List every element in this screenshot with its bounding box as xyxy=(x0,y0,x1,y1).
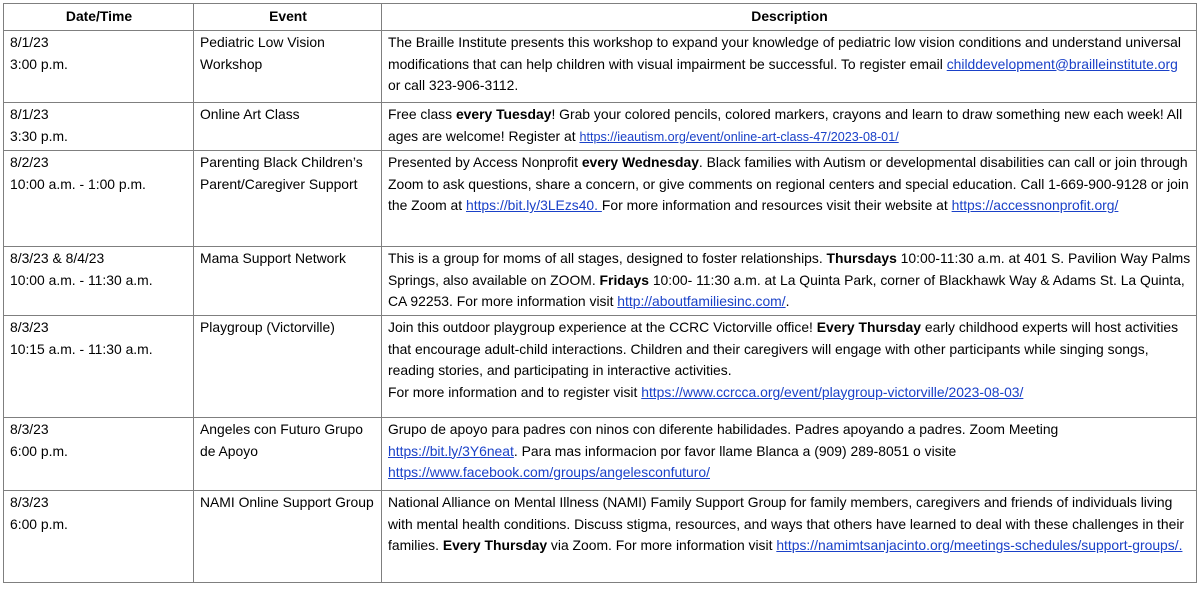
time-text: 10:00 a.m. - 11:30 a.m. xyxy=(10,271,153,288)
description-cell: Grupo de apoyo para padres con ninos con diferente habilidades. Padres apoyando a padres. Zoom Meeting https://bit.ly/3Y6neat. Para mas informacion por favor llame Blanca a (909) 289-8051 o visite https://www.facebook.com/groups/angelesconfuturo/ xyxy=(382,417,1197,490)
header-event: Event xyxy=(194,4,382,31)
register-link[interactable]: https://ieautism.org/event/online-art-class-47/2023-08-01/ xyxy=(579,129,899,144)
datetime-cell xyxy=(4,247,194,316)
description-cell: This is a group for moms of all stages, designed to foster relationships. Thursdays 10:00-11:30 a.m. at 401 S. Pavilion Way Palms Springs, also available on ZOOM. Fridays 10:00- 11:30 a.m. at La Quinta Park, corner of Blackhawk Way & Adams St. La Quinta, CA 92253. For more information visit http://aboutfamiliesinc.com/. xyxy=(382,247,1197,316)
description-cell: Presented by Access Nonprofit every Wednesday. Black families with Autism or developmental disabilities can call or join through Zoom to ask questions, share a concern, or give comments on regional centers and special education. Call 1-669-900-9128 or join the Zoom at https://bit.ly/3LEzs40. For more information and resources visit their website at https://accessnonprofit.org/ xyxy=(382,151,1197,247)
table-row xyxy=(4,490,1197,582)
description-cell: National Alliance on Mental Illness (NAMI) Family Support Group for family members, caregivers and friends of individuals living with mental health conditions. Discuss stigma, resources, and ways that others have learned to deal with these challenges in their families. Every Thursday via Zoom. For more information visit https://namimtsanjacinto.org/meetings-schedules/support-groups/. xyxy=(382,490,1197,582)
website-link[interactable]: https://namimtsanjacinto.org/meetings-schedules/support-groups/. xyxy=(776,537,1183,554)
header-row xyxy=(4,4,1197,31)
date-text: 8/3/23 xyxy=(10,493,49,510)
table-row xyxy=(4,31,1197,103)
website-link[interactable]: https://accessnonprofit.org/ xyxy=(951,197,1119,214)
date-text: 8/3/23 xyxy=(10,318,49,335)
table-row xyxy=(4,315,1197,417)
event-cell: NAMI Online Support Group xyxy=(194,490,382,582)
event-cell: Online Art Class xyxy=(194,103,382,151)
website-link[interactable]: http://aboutfamiliesinc.com/ xyxy=(617,293,786,310)
header-description: Description xyxy=(382,4,1197,31)
zoom-link[interactable]: https://bit.ly/3Y6neat xyxy=(388,442,514,459)
event-cell: Playgroup (Victorville) xyxy=(194,315,382,417)
description-cell: The Braille Institute presents this workshop to expand your knowledge of pediatric low vision conditions and understand universal modifications that can help children with visual impairment be successful. To register email childdevelopment@brailleinstitute.org or call 323-906-3112. xyxy=(382,31,1197,103)
event-cell: Mama Support Network xyxy=(194,247,382,316)
event-cell: Pediatric Low Vision Workshop xyxy=(194,31,382,103)
date-text: 8/3/23 & 8/4/23 xyxy=(10,250,105,267)
table-row xyxy=(4,247,1197,316)
time-text: 3:30 p.m. xyxy=(10,127,68,144)
table-row xyxy=(4,151,1197,247)
datetime-cell xyxy=(4,315,194,417)
description-cell: Join this outdoor playgroup experience at the CCRC Victorville office! Every Thursday early childhood experts will host activities that encourage adult-child interactions. Children and their caregivers will engage with other participants while singing songs, reading stories, and participating in interactive activities. For more information and to register visit https://www.ccrcca.org/event/playgroup-victorville/2023-08-03/ xyxy=(382,315,1197,417)
zoom-link[interactable]: https://bit.ly/3LEzs40. xyxy=(465,197,602,214)
time-text: 6:00 p.m. xyxy=(10,515,68,532)
date-text: 8/3/23 xyxy=(10,420,49,437)
table-row xyxy=(4,103,1197,151)
events-table xyxy=(3,3,1197,583)
datetime-cell xyxy=(4,103,194,151)
table-row xyxy=(4,417,1197,490)
date-text: 8/1/23 xyxy=(10,106,49,122)
time-text: 6:00 p.m. xyxy=(10,442,68,459)
datetime-cell xyxy=(4,490,194,582)
time-text: 10:15 a.m. - 11:30 a.m. xyxy=(10,340,153,357)
datetime-cell xyxy=(4,151,194,247)
event-cell: Angeles con Futuro Grupo de Apoyo xyxy=(194,417,382,490)
register-link[interactable]: https://www.ccrcca.org/event/playgroup-victorville/2023-08-03/ xyxy=(641,383,1024,400)
facebook-link[interactable]: https://www.facebook.com/groups/angelesconfuturo/ xyxy=(388,464,710,481)
datetime-cell xyxy=(4,31,194,103)
time-text: 3:00 p.m. xyxy=(10,55,68,72)
event-cell: Parenting Black Children’s Parent/Caregiver Support xyxy=(194,151,382,247)
date-text: 8/2/23 xyxy=(10,154,49,171)
time-text: 10:00 a.m. - 1:00 p.m. xyxy=(10,175,146,192)
email-link[interactable]: childdevelopment@brailleinstitute.org xyxy=(946,55,1178,72)
header-datetime: Date/Time xyxy=(4,4,194,31)
date-text: 8/1/23 xyxy=(10,34,49,50)
datetime-cell xyxy=(4,417,194,490)
description-cell: Free class every Tuesday! Grab your colored pencils, colored markers, crayons and learn to draw something new each week! All ages are welcome! Register at https://ieautism.org/event/online-art-class-47/2023-08-01/ xyxy=(382,103,1197,151)
